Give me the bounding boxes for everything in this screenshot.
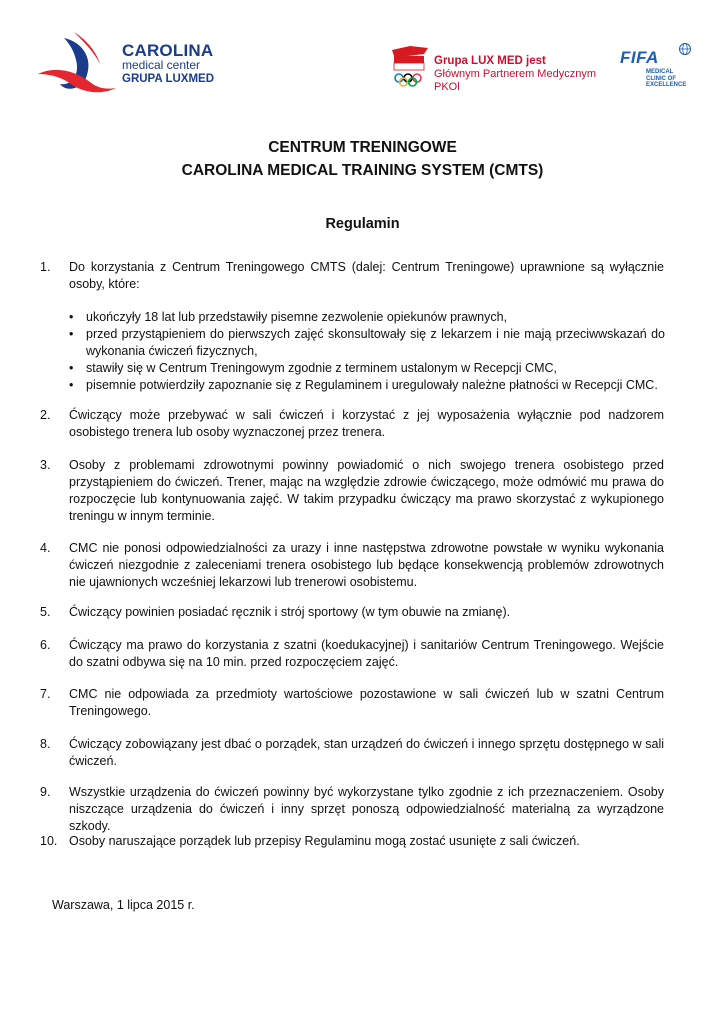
- fifa-word: FIFA: [620, 48, 659, 67]
- rule-text: Ćwiczący zobowiązany jest dbać o porządek, stan urządzeń do ćwiczeń i innego sprzętu dostępnego w sali ćwiczeń.: [69, 737, 664, 768]
- rule-text: Wszystkie urządzenia do ćwiczeń powinny być wykorzystane tylko zgodnie z ich przeznaczeniem. Osoby niszczące urządzenia do ćwiczeń i inny sprzęt ponoszą odpowiedzialność materialną za wyrządzone szkody.: [69, 785, 664, 833]
- carolina-brand-name: CAROLINA: [122, 41, 214, 60]
- carolina-brand-sub: medical center: [122, 58, 201, 72]
- carolina-brand-group: GRUPA LUXMED: [122, 73, 214, 85]
- fifa-logo: [620, 42, 700, 92]
- rule-text: CMC nie ponosi odpowiedzialności za urazy i inne następstwa zdrowotne powstałe w wyniku wykonania ćwiczeń niezgodnie z zaleceniami trenera osobistego lub będące konsekwencją problemów zdrowotnych nie ujawnionych wcześniej lekarzowi lub trenerowi osobistemu.: [69, 541, 664, 589]
- rule-number: 1.: [40, 260, 51, 274]
- rule-number: 2.: [40, 408, 51, 422]
- document-title-line-1: CENTRUM TRENINGOWE: [268, 139, 457, 156]
- luxmed-line-2: Głównym Partnerem Medycznym PKOl: [434, 68, 596, 93]
- rule-text: Ćwiczący może przebywać w sali ćwiczeń i korzystać z jej wyposażenia wyłącznie pod nadzorem osobistego trenera lub osoby wyznaczonej przez trenera.: [69, 408, 664, 439]
- fifa-line-1: MEDICAL: [646, 69, 674, 75]
- rule-text: Osoby naruszające porządek lub przepisy Regulaminu mogą zostać usunięte z sali ćwiczeń.: [69, 834, 580, 848]
- bullet-item: [69, 360, 665, 377]
- rule-text: Osoby z problemami zdrowotnymi powinny powiadomić o nich swojego trenera osobistego przed przystąpieniem do ćwiczeń. Trener, mając na względzie zdrowie ćwiczącego, może odmówić mu prawa do rozpoczęcie lub kontynuowania zajęć. W takim przypadku ćwiczący ma prawo skorzystać z wykupionego treningu w innym terminie.: [69, 458, 664, 523]
- bullet-text: pisemnie potwierdziły zapoznanie się z Regulaminem i uregulowały należne płatności w Recepcji CMC.: [86, 378, 658, 392]
- globe-icon: [678, 42, 692, 56]
- bullet-item: [69, 377, 665, 394]
- luxmed-pkol-logo: [388, 44, 608, 92]
- bullet-marker: •: [69, 378, 74, 392]
- bullet-text: przed przystąpieniem do pierwszych zajęć skonsultowały się z lekarzem i nie mają przeciwwskazań do wykonania ćwiczeń fizycznych,: [86, 327, 665, 358]
- rule-1-bullet-list: [69, 309, 665, 394]
- fifa-line-3: EXCELLENCE: [646, 82, 687, 88]
- bullet-item: [69, 326, 665, 360]
- rule-number: 5.: [40, 605, 51, 619]
- document-subtitle: Regulamin: [325, 216, 400, 232]
- carolina-swoosh-icon: [34, 30, 124, 102]
- rule-text: CMC nie odpowiada za przedmioty wartościowe pozostawione w sali ćwiczeń lub w szatni Centrum Treningowego.: [69, 687, 664, 718]
- bullet-marker: •: [69, 327, 74, 341]
- rule-number: 9.: [40, 785, 51, 799]
- bullet-text: stawiły się w Centrum Treningowym zgodnie z terminem ustalonym w Recepcji CMC,: [86, 361, 557, 375]
- document-title-line-2: CAROLINA MEDICAL TRAINING SYSTEM (CMTS): [181, 162, 544, 179]
- rule-number: 7.: [40, 687, 51, 701]
- rule-number: 6.: [40, 638, 51, 652]
- luxmed-line-1: Grupa LUX MED jest: [434, 55, 546, 67]
- rule-text: Ćwiczący powinien posiadać ręcznik i strój sportowy (w tym obuwie na zmianę).: [69, 605, 511, 619]
- rule-number: 8.: [40, 737, 51, 751]
- carolina-logo: [34, 30, 224, 102]
- rule-text: Ćwiczący ma prawo do korzystania z szatni (koedukacyjnej) i sanitariów Centrum Treningowego. Wejście do szatni odbywa się na 10 min. przed rozpoczęciem zajęć.: [69, 638, 664, 669]
- rule-text: Do korzystania z Centrum Treningowego CMTS (dalej: Centrum Treningowe) uprawnione są wyłącznie osoby, które:: [69, 260, 664, 291]
- olympic-flag-icon: [388, 44, 432, 90]
- bullet-marker: •: [69, 361, 74, 375]
- rule-number: 10.: [40, 834, 58, 848]
- bullet-item: [69, 309, 665, 326]
- fifa-line-2: CLINIC OF: [646, 75, 676, 82]
- document-date: Warszawa, 1 lipca 2015 r.: [52, 898, 195, 912]
- rule-number: 3.: [40, 458, 51, 472]
- rule-number: 4.: [40, 541, 51, 555]
- bullet-marker: •: [69, 310, 74, 324]
- bullet-text: ukończyły 18 lat lub przedstawiły pisemne zezwolenie opiekunów prawnych,: [86, 310, 508, 324]
